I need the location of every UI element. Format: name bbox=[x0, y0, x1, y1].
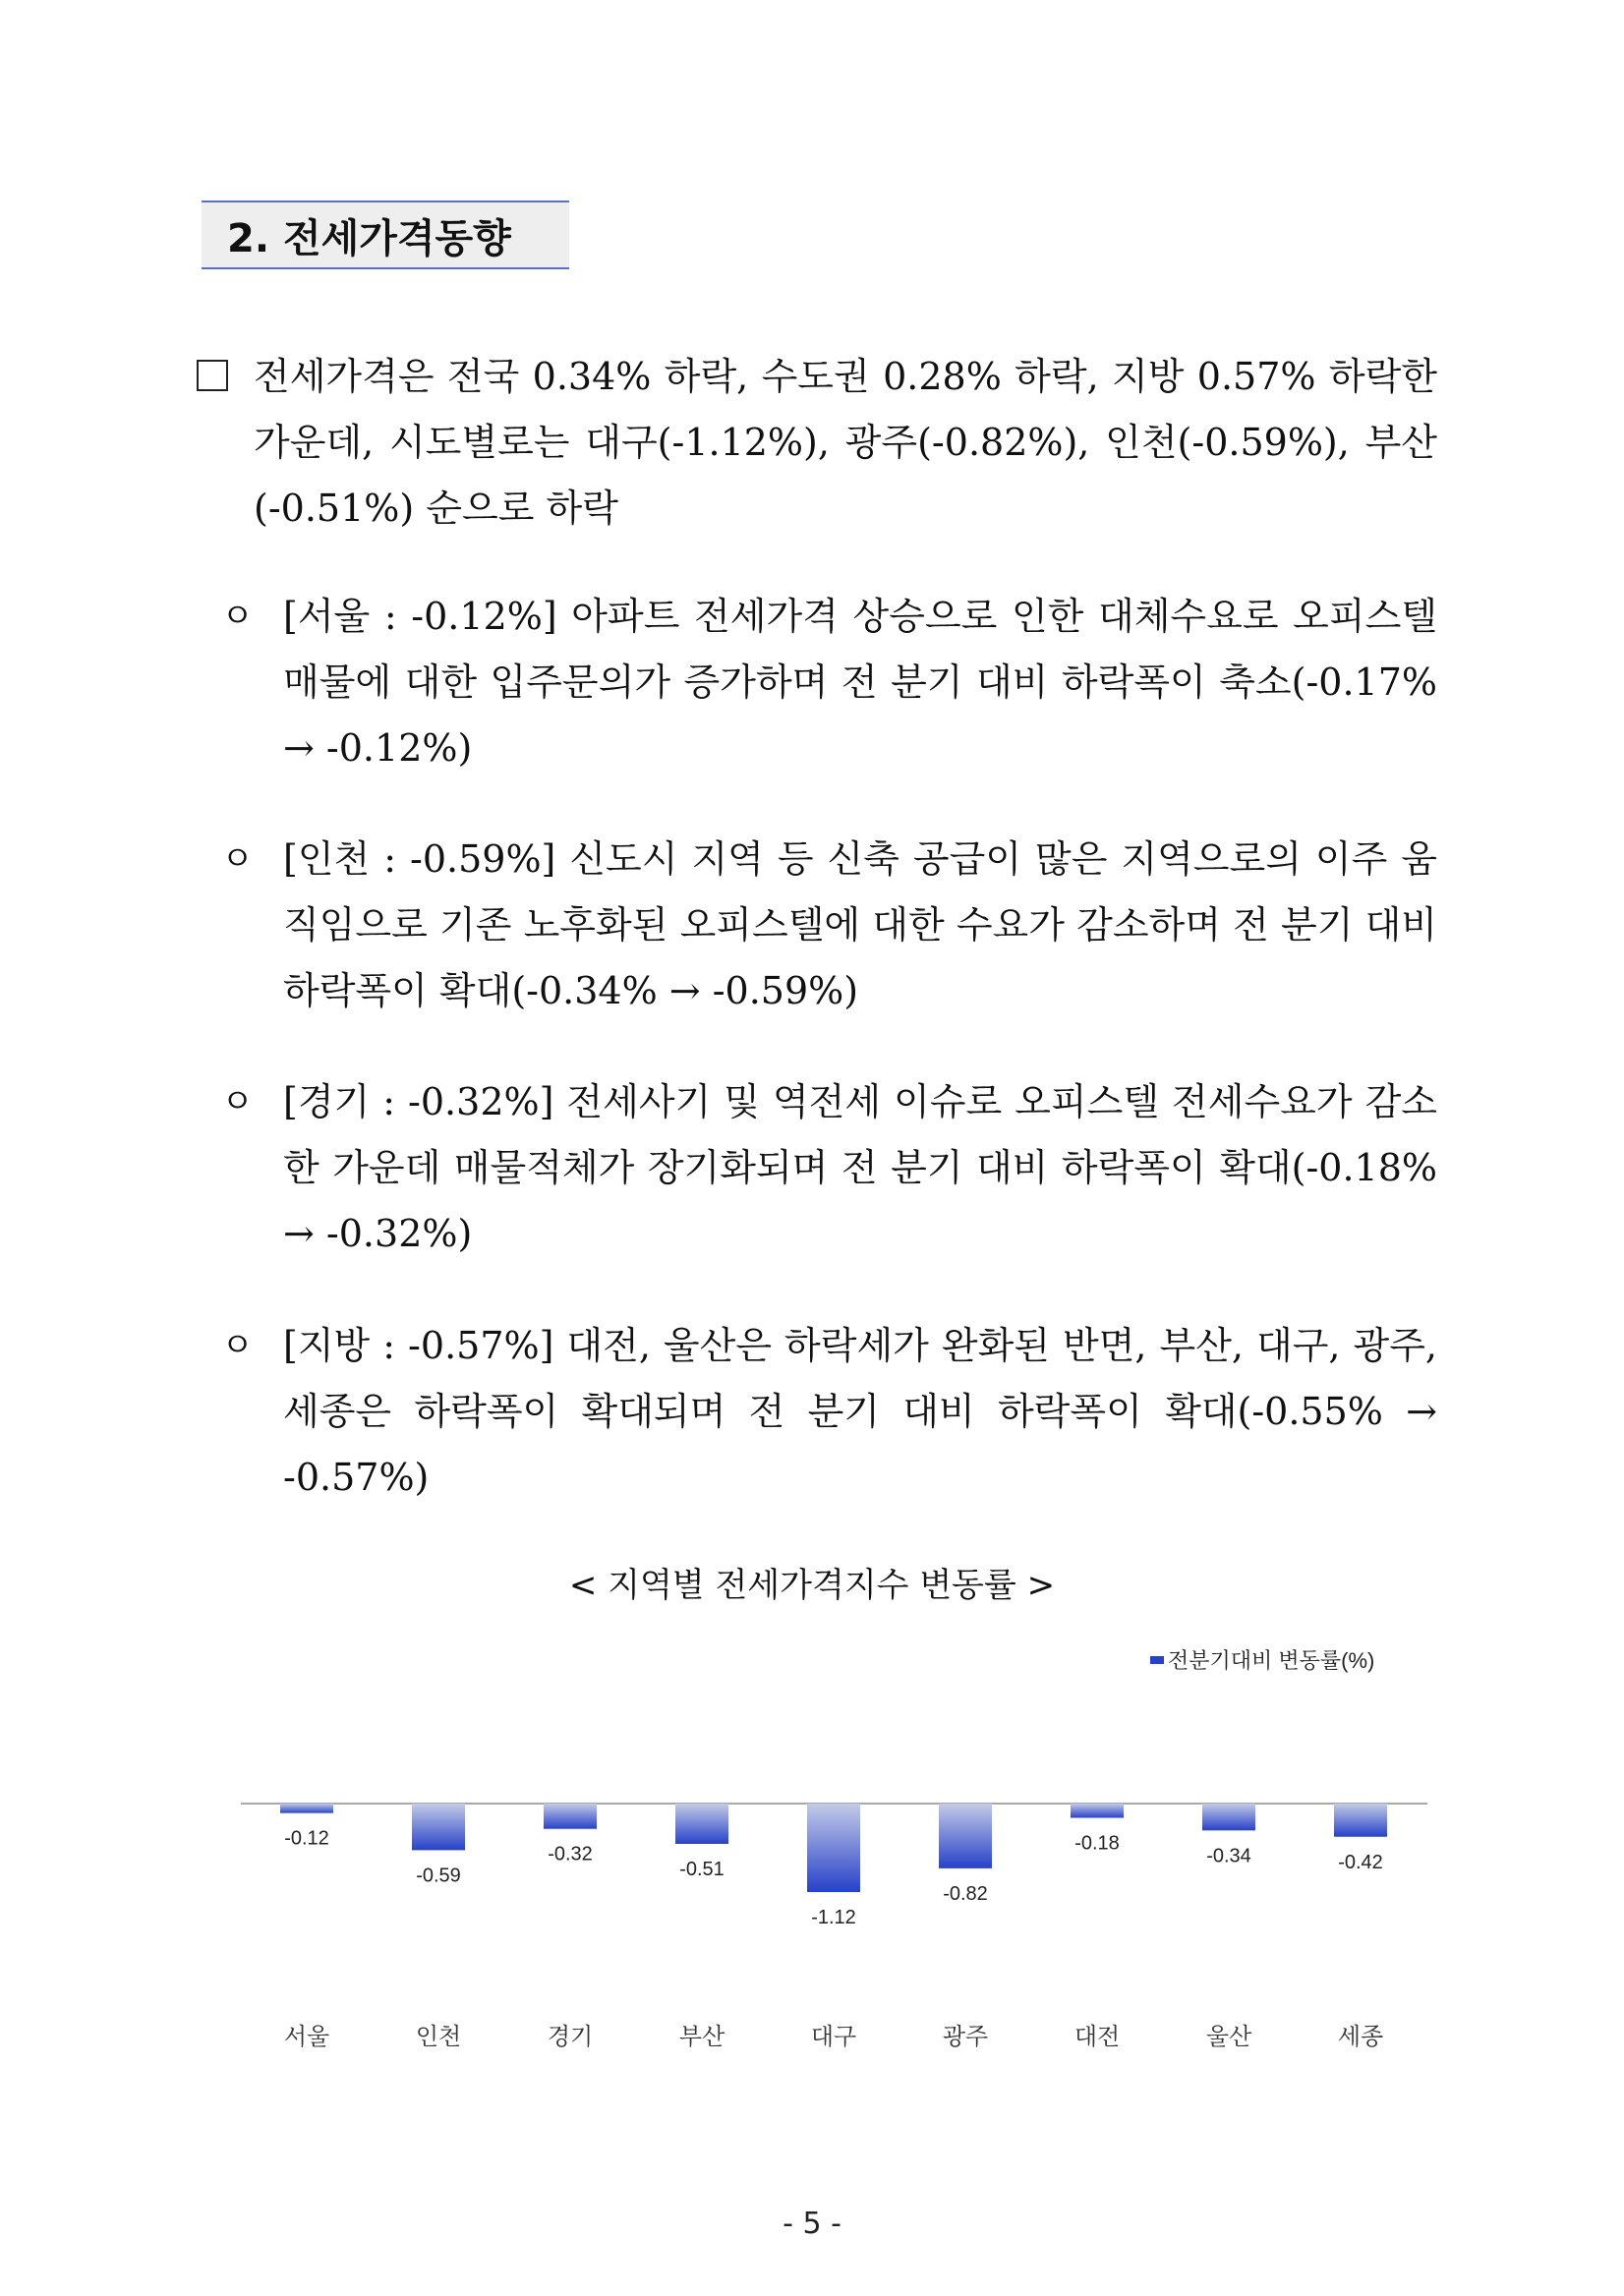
bar-9 bbox=[1334, 1804, 1387, 1837]
data-label-2: -0.59 bbox=[416, 1865, 461, 1887]
bullet-circle-icon: ㅇ bbox=[221, 1082, 254, 1121]
summary-text: 전세가격은 전국 0.34% 하락, 수도권 0.28% 하락, 지방 0.57% 하락한 가운데, 시도별로는 대구(-1.12%), 광주(-0.82%), 인천(-0.59%), 부산(-0.51%) 순으로 하락 bbox=[254, 355, 1437, 530]
chart-title: < 지역별 전세가격지수 변동률 > bbox=[568, 1566, 1056, 1605]
bullet-text: [지방 : -0.57%] 대전, 울산은 하락세가 완화된 반면, 부산, 대구, 광주, 세종은 하락폭이 확대되며 전 분기 대비 하락폭이 확대(-0.55% → -0.57%) bbox=[283, 1324, 1437, 1499]
bullet-text: [경기 : -0.32%] 전세사기 및 역전세 이슈로 오피스텔 전세수요가 감소한 가운데 매물적체가 장기화되며 전 분기 대비 하락폭이 확대(-0.18% → -0.32%) bbox=[283, 1080, 1437, 1255]
category-label-4: 부산 bbox=[678, 2024, 725, 2050]
category-label-8: 울산 bbox=[1205, 2024, 1252, 2050]
category-label-6: 광주 bbox=[942, 2024, 989, 2050]
bar-8 bbox=[1202, 1804, 1255, 1830]
data-label-9: -0.42 bbox=[1338, 1851, 1383, 1873]
jeonse-change-bar-chart bbox=[0, 1612, 1624, 2074]
data-label-8: -0.34 bbox=[1206, 1845, 1251, 1867]
bullet-text: [인천 : -0.59%] 신도시 지역 등 신축 공급이 많은 지역으로의 이주 움직임으로 기존 노후화된 오피스텔에 대한 수요가 감소하며 전 분기 대비 하락폭이 확대(-0.34% → -0.59%) bbox=[283, 837, 1437, 1012]
section-title: 2. 전세가격동향 bbox=[202, 201, 569, 269]
bar-2 bbox=[412, 1804, 465, 1850]
bullet-seoul bbox=[221, 584, 1437, 781]
category-label-1: 서울 bbox=[283, 2024, 330, 2050]
bar-3 bbox=[544, 1804, 597, 1829]
summary-paragraph bbox=[197, 344, 1437, 542]
category-label-2: 인천 bbox=[415, 2024, 462, 2050]
data-label-3: -0.32 bbox=[548, 1843, 593, 1866]
category-label-3: 경기 bbox=[547, 2024, 594, 2050]
data-label-6: -0.82 bbox=[943, 1882, 988, 1905]
chart-legend bbox=[1150, 1648, 1374, 1673]
bullet-incheon bbox=[221, 827, 1437, 1024]
data-label-5: -1.12 bbox=[811, 1907, 856, 1928]
bar-5 bbox=[807, 1804, 860, 1892]
legend-label: 전분기대비 변동률(%) bbox=[1168, 1648, 1375, 1673]
bar-6 bbox=[939, 1804, 992, 1868]
bullet-circle-icon: ㅇ bbox=[221, 597, 254, 636]
category-label-9: 세종 bbox=[1337, 2024, 1384, 2050]
bar-7 bbox=[1071, 1804, 1124, 1817]
bar-1 bbox=[280, 1804, 333, 1813]
data-label-4: -0.51 bbox=[679, 1858, 725, 1880]
category-label-7: 대전 bbox=[1073, 2024, 1121, 2050]
bullet-gyeonggi bbox=[221, 1069, 1437, 1267]
bullet-text: [서울 : -0.12%] 아파트 전세가격 상승으로 인한 대체수요로 오피스텔 매물에 대한 입주문의가 증가하며 전 분기 대비 하락폭이 축소(-0.17% → -0.12%) bbox=[283, 595, 1437, 770]
bullet-circle-icon: ㅇ bbox=[221, 1326, 254, 1365]
bullet-provinces bbox=[221, 1313, 1437, 1511]
checkbox-square-icon bbox=[197, 360, 228, 391]
bar-4 bbox=[675, 1804, 728, 1844]
data-label-1: -0.12 bbox=[284, 1827, 329, 1850]
bullet-circle-icon: ㅇ bbox=[221, 839, 254, 879]
data-label-7: -0.18 bbox=[1074, 1832, 1120, 1855]
category-label-5: 대구 bbox=[810, 2024, 857, 2050]
legend-swatch bbox=[1150, 1656, 1164, 1664]
page-number: - 5 - bbox=[783, 2207, 841, 2241]
